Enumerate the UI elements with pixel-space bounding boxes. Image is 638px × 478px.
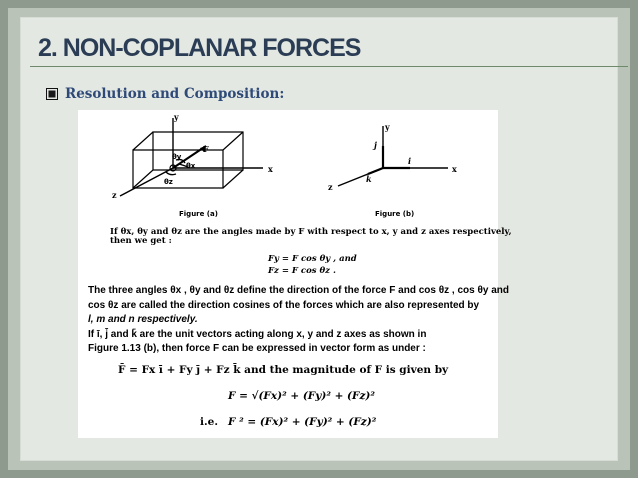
paragraph-line-4: If ī, j̄ and k̄ are the unit vectors acting along x, y and z axes as shown in <box>88 329 427 340</box>
fig-b-z-label: z <box>328 182 333 192</box>
figure-a-axes <box>120 118 263 196</box>
square-bullet-icon <box>46 88 58 100</box>
caption-figure-b: Figure (b) <box>375 210 415 218</box>
bullet-text: Resolution and Composition: <box>65 86 285 102</box>
squared-magnitude-equation: F ² = (Fx)² + (Fy)² + (Fz)² <box>228 416 377 428</box>
theta-x-label: θx <box>186 162 196 170</box>
unit-k-label: k <box>366 174 372 184</box>
paragraph-line-2: cos θz are called the direction cosines of the forces which are also represented by <box>88 300 480 311</box>
fig-b-y-label: y <box>385 122 390 132</box>
caption-figure-a: Figure (a) <box>179 210 218 218</box>
ie-label: i.e. <box>200 416 218 428</box>
paragraph-line-3: l, m and n respectively. <box>88 314 198 325</box>
equation-fz: Fz = F cos θz . <box>268 266 336 276</box>
theta-z-label: θz <box>164 178 173 186</box>
slide-title: 2. NON-COPLANAR FORCES <box>38 34 361 62</box>
bullet-item <box>46 86 284 102</box>
unit-i-label: i <box>408 156 412 166</box>
figures-svg <box>78 110 498 220</box>
paragraph-line-5: Figure 1.13 (b), then force F can be expressed in vector form as under : <box>88 343 426 354</box>
figure-b-axes <box>338 126 448 186</box>
fig-a-x-label: x <box>268 164 273 174</box>
intro-line-1: If θx, θy and θz are the angles made by F with respect to x, y and z axes respectively, <box>110 227 512 237</box>
intro-line-2: then we get : <box>110 236 172 246</box>
vector-equation: F̄ = Fx ī + Fy j̄ + Fz k̄ and the magnitude of F is given by <box>118 364 449 376</box>
fig-a-z-label: z <box>112 190 117 200</box>
fig-a-y-label: y <box>174 112 179 122</box>
theta-y-label: θy <box>172 153 182 161</box>
magnitude-equation: F = √(Fx)² + (Fy)² + (Fz)² <box>228 390 375 402</box>
unit-j-label: j <box>374 140 377 150</box>
paragraph-line-1: The three angles θx , θy and θz define the direction of the force F and cos θz , cos θy and <box>88 285 509 296</box>
equation-fy: Fy = F cos θy , and <box>268 254 357 264</box>
fig-b-x-label: x <box>452 164 457 174</box>
scanned-figure-panel <box>78 110 512 438</box>
force-label: F <box>203 144 209 154</box>
figure-a-box <box>133 132 243 188</box>
title-divider <box>30 66 628 67</box>
